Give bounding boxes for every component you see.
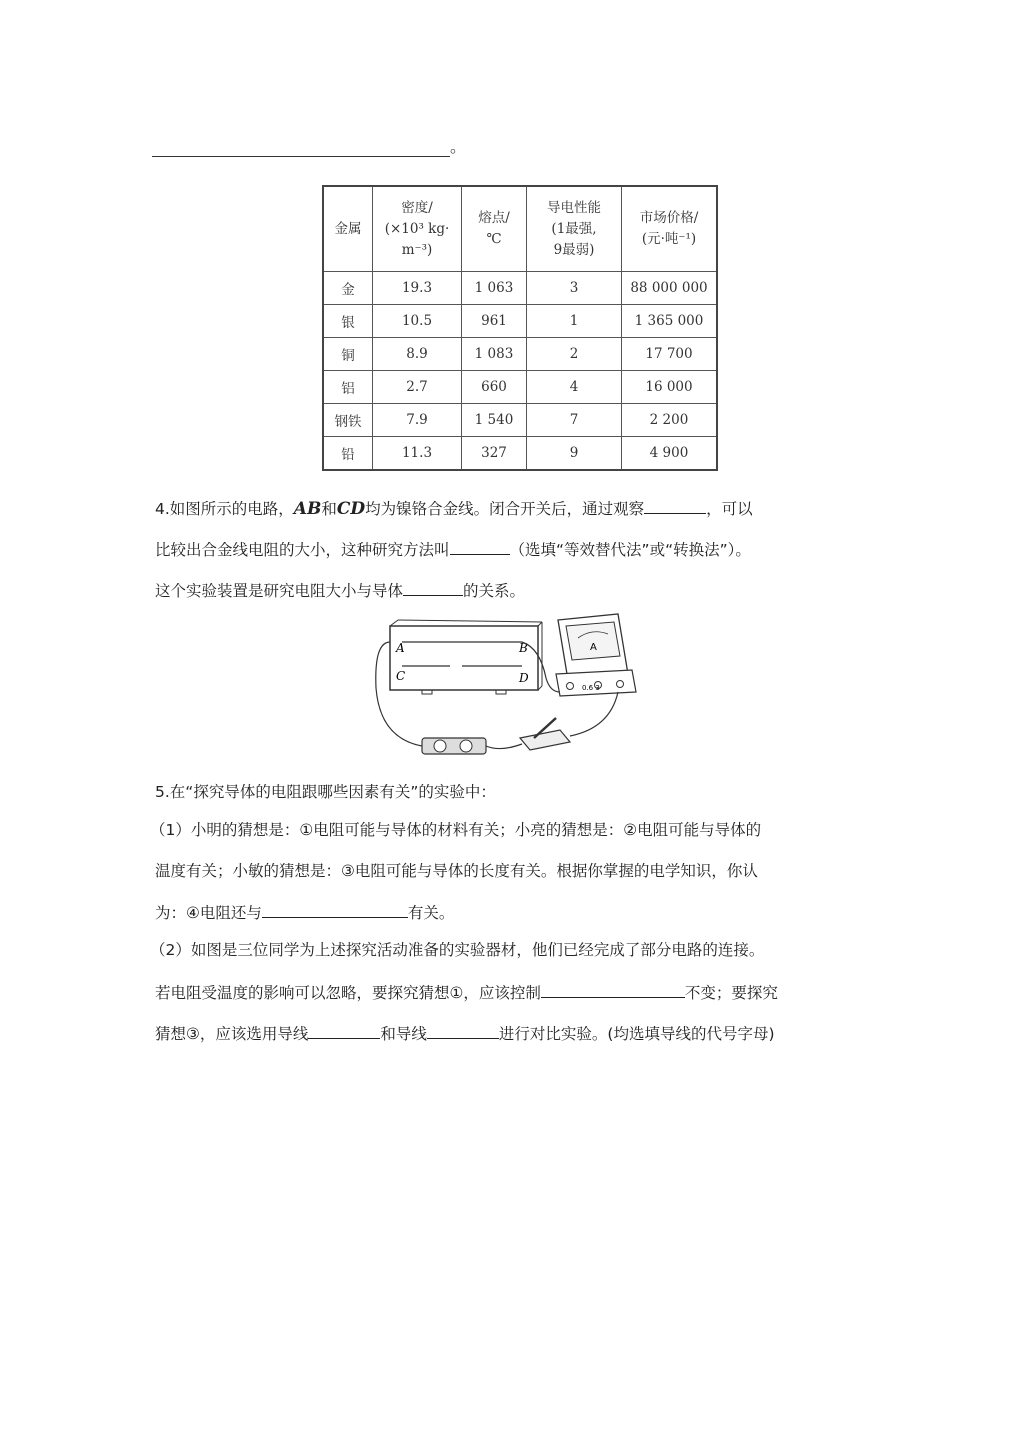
- label-c: C: [396, 669, 406, 683]
- table-cell: 1 083: [462, 338, 527, 371]
- table-cell: 1: [527, 305, 622, 338]
- q5-line-3: 温度有关；小敏的猜想是：③电阻可能与导体的长度有关。根据你掌握的电学知识，你认: [155, 862, 758, 880]
- sentence-end-mark: 。: [450, 137, 467, 156]
- ammeter-terminals: 0.6 3: [582, 684, 600, 692]
- table-row: [323, 404, 717, 437]
- q5-line-7: 猜想③，应该选用导线 和导线 进行对比实验。(均选填导线的代号字母): [155, 1022, 775, 1044]
- q4-line-2: 比较出合金线电阻的大小，这种研究方法叫 （选填“等效替代法”或“转换法”）。: [155, 538, 751, 560]
- answer-blank: [644, 497, 706, 514]
- table-header-row: [323, 186, 717, 272]
- table-row: [323, 437, 717, 471]
- table-cell: 2: [527, 338, 622, 371]
- table-cell: 961: [462, 305, 527, 338]
- table-cell: 10.5: [373, 305, 462, 338]
- table-cell: 11.3: [373, 437, 462, 471]
- wire-ab-label: AB: [293, 499, 322, 519]
- table-cell: 16 000: [622, 371, 718, 404]
- header-cell: 密度/ (×10³ kg· m⁻³): [373, 186, 462, 272]
- table-cell: 19.3: [373, 272, 462, 305]
- battery-holder: [422, 738, 486, 754]
- table-cell: 钢铁: [323, 404, 373, 437]
- label-a: A: [396, 641, 405, 655]
- answer-blank: [541, 981, 685, 998]
- table-cell: 7.9: [373, 404, 462, 437]
- header-cell: 熔点/ ℃: [462, 186, 527, 272]
- table-cell: 88 000 000: [622, 272, 718, 305]
- table-cell: 17 700: [622, 338, 718, 371]
- ammeter: [556, 614, 636, 696]
- q5-line-6: 若电阻受温度的影响可以忽略，要探究猜想①，应该控制 不变；要探究: [155, 981, 778, 1003]
- table-cell: 铅: [323, 437, 373, 471]
- q4-line-3: 这个实验装置是研究电阻大小与导体 的关系。: [155, 579, 525, 601]
- q5-line-2: （1）小明的猜想是：①电阻可能与导体的材料有关；小亮的猜想是：②电阻可能与导体的: [150, 821, 762, 839]
- table-cell: 327: [462, 437, 527, 471]
- table-cell: 7: [527, 404, 622, 437]
- header-cell: 金属: [323, 186, 373, 272]
- answer-blank: [450, 538, 510, 555]
- wire-board: [390, 626, 538, 690]
- table-cell: 银: [323, 305, 373, 338]
- blank-rule: [152, 140, 450, 157]
- table-cell: 4: [527, 371, 622, 404]
- table-cell: 1 063: [462, 272, 527, 305]
- table-cell: 4 900: [622, 437, 718, 471]
- table-cell: 铜: [323, 338, 373, 371]
- table-row: [323, 272, 717, 305]
- table-cell: 2 200: [622, 404, 718, 437]
- table-cell: 2.7: [373, 371, 462, 404]
- circuit-diagram: [370, 608, 660, 768]
- table-cell: 3: [527, 272, 622, 305]
- answer-blank-line: [152, 134, 466, 157]
- table-cell: 660: [462, 371, 527, 404]
- metal-properties-table: [322, 185, 718, 471]
- header-cell: 导电性能 (1最强, 9最弱): [527, 186, 622, 272]
- label-d: D: [519, 671, 529, 685]
- table-cell: 9: [527, 437, 622, 471]
- table-cell: 1 540: [462, 404, 527, 437]
- switch: [520, 718, 570, 750]
- table-cell: 铝: [323, 371, 373, 404]
- table-cell: 1 365 000: [622, 305, 718, 338]
- table-row: [323, 371, 717, 404]
- answer-blank: [262, 901, 408, 918]
- wire-cd-label: CD: [336, 499, 366, 519]
- label-b: B: [519, 641, 528, 655]
- q5-line-5: （2）如图是三位同学为上述探究活动准备的实验器材，他们已经完成了部分电路的连接。: [150, 941, 765, 959]
- ammeter-symbol: A: [590, 642, 597, 653]
- table-row: [323, 338, 717, 371]
- table-cell: 8.9: [373, 338, 462, 371]
- q5-line-1: 5.在“探究导体的电阻跟哪些因素有关”的实验中：: [155, 783, 496, 801]
- answer-blank: [427, 1022, 499, 1039]
- answer-blank: [308, 1022, 380, 1039]
- table-cell: 金: [323, 272, 373, 305]
- q4-line-1: 4.如图所示的电路，AB和CD均为镍铬合金线。闭合开关后，通过观察 ，可以: [155, 499, 753, 519]
- table-row: [323, 305, 717, 338]
- answer-blank: [403, 579, 463, 596]
- q5-line-4: 为：④电阻还与 有关。: [155, 901, 454, 923]
- header-cell: 市场价格/ (元·吨⁻¹): [622, 186, 718, 272]
